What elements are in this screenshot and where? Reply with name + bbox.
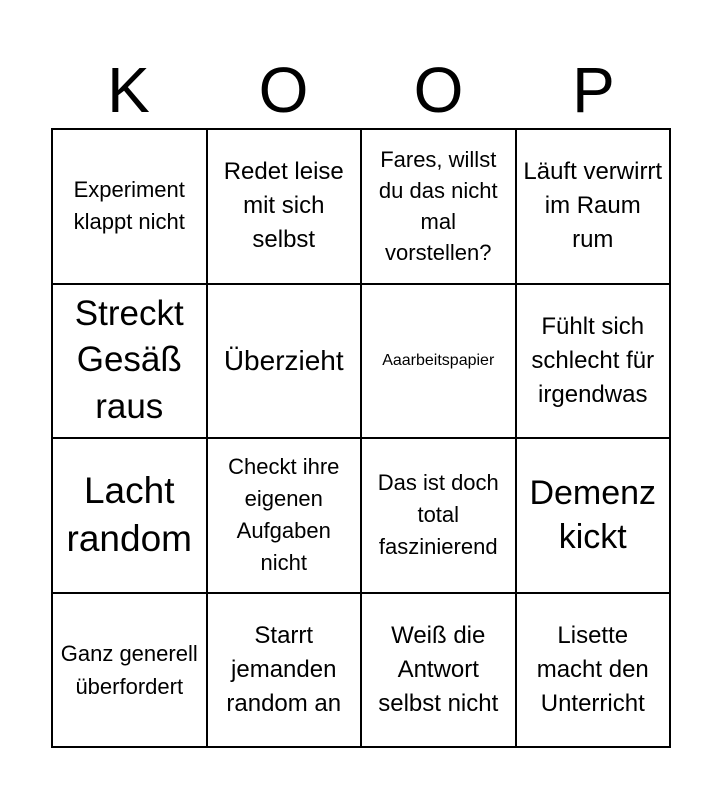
- bingo-cell[interactable]: Lacht random: [53, 439, 208, 594]
- bingo-cell[interactable]: Checkt ihre eigenen Aufgaben nicht: [208, 439, 363, 594]
- bingo-cell[interactable]: Läuft verwirrt im Raum rum: [517, 130, 672, 285]
- header-letter-k: K: [107, 54, 150, 126]
- bingo-cell[interactable]: Weiß die Antwort selbst nicht: [362, 594, 517, 749]
- bingo-cell[interactable]: Streckt Gesäß raus: [53, 285, 208, 440]
- bingo-header: [51, 52, 671, 128]
- bingo-cell[interactable]: Das ist doch total faszinierend: [362, 439, 517, 594]
- bingo-cell[interactable]: Ganz generell überfordert: [53, 594, 208, 749]
- bingo-cell[interactable]: Demenz kickt: [517, 439, 672, 594]
- header-letter-o-2: O: [413, 54, 464, 126]
- bingo-grid: [51, 128, 671, 748]
- bingo-cell[interactable]: Starrt jemanden random an: [208, 594, 363, 749]
- bingo-cell[interactable]: Experiment klappt nicht: [53, 130, 208, 285]
- bingo-cell[interactable]: Fühlt sich schlecht für irgendwas: [517, 285, 672, 440]
- bingo-cell[interactable]: Fares, willst du das nicht mal vorstellen?: [362, 130, 517, 285]
- header-letter-o-1: O: [258, 54, 309, 126]
- bingo-cell[interactable]: Überzieht: [208, 285, 363, 440]
- header-letter-p: P: [572, 54, 615, 126]
- bingo-cell[interactable]: Lisette macht den Unterricht: [517, 594, 672, 749]
- bingo-cell[interactable]: Aaarbeitspapier: [362, 285, 517, 440]
- bingo-cell[interactable]: Redet leise mit sich selbst: [208, 130, 363, 285]
